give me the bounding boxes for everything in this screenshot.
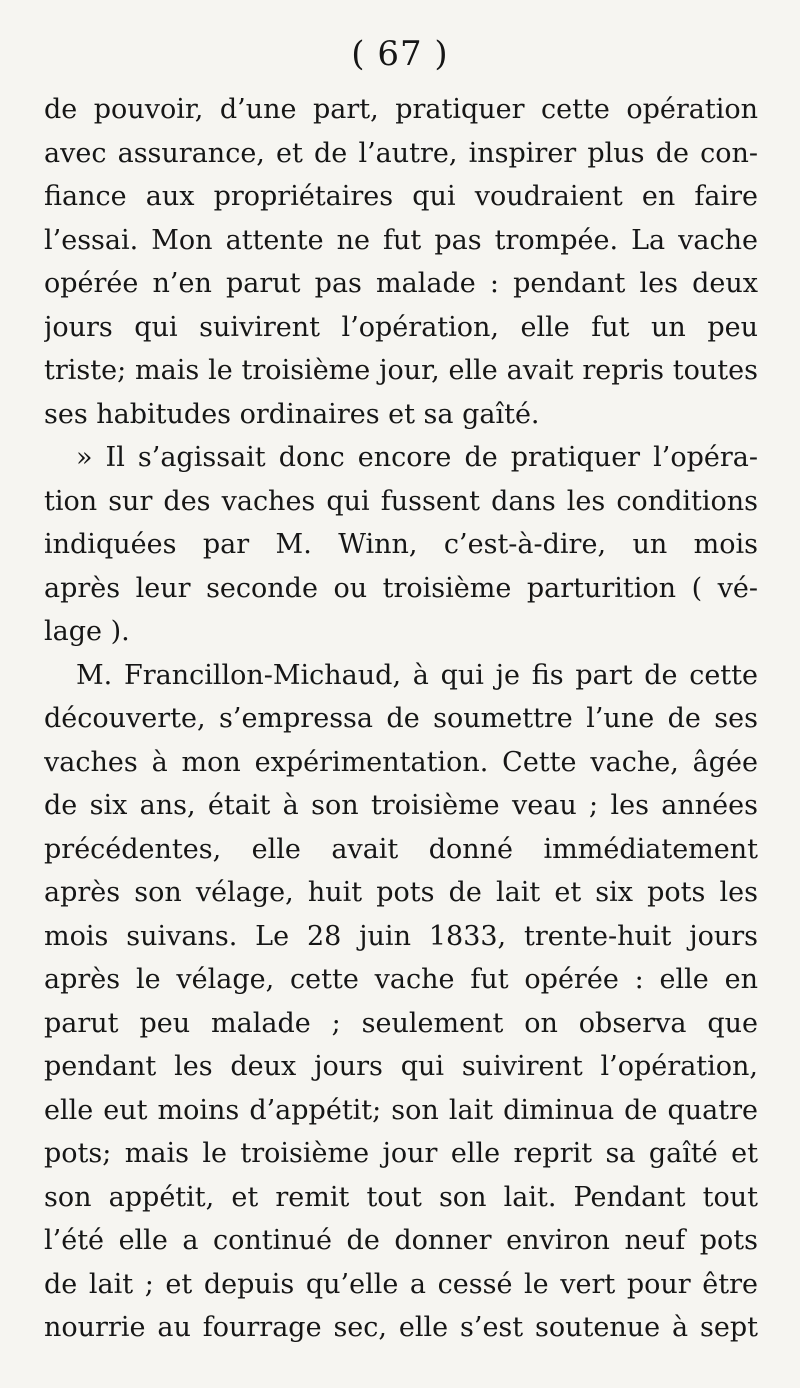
text-line: fiance aux propriétaires qui voudraient en faire — [44, 181, 758, 212]
text-line: pendant les deux jours qui suivirent l’opération, — [44, 1051, 758, 1082]
text-line: triste; mais le troisième jour, elle avait repris toutes — [44, 355, 758, 386]
text-line: tion sur des vaches qui fussent dans les conditions — [44, 485, 758, 517]
text-line: découverte, s’empressa de soumettre l’une de ses — [44, 703, 758, 734]
text-line: précédentes, elle avait donné immédiatement — [44, 833, 758, 865]
text-line: de pouvoir, d’une part, pratiquer cette opération — [44, 94, 758, 125]
page-number: ( 67 ) — [351, 34, 449, 74]
text-line: de six ans, était à son troisième veau ; les années — [44, 790, 758, 821]
text-line: après le vélage, cette vache fut opérée : elle en — [44, 964, 758, 995]
body-text — [44, 88, 758, 1350]
text-line: jours qui suivirent l’opération, elle fut un peu — [44, 311, 758, 343]
text-line: de lait ; et depuis qu’elle a cessé le vert pour être — [44, 1268, 758, 1300]
text-line: opérée n’en parut pas malade : pendant les deux — [44, 268, 758, 299]
text-line: parut peu malade ; seulement on observa que — [44, 1007, 758, 1039]
text-line: M. Francillon-Michaud, à qui je fis part de cette — [76, 659, 758, 691]
text-line: nourrie au fourrage sec, elle s’est soutenue à sept — [44, 1312, 758, 1343]
text-line: vaches à mon expérimentation. Cette vache, âgée — [44, 746, 758, 778]
text-line: après son vélage, huit pots de lait et six pots les — [44, 877, 758, 908]
text-line: après leur seconde ou troisième parturition ( vé- — [44, 572, 758, 604]
text-line: l’essai. Mon attente ne fut pas trompée. La vache — [44, 224, 758, 256]
text-line: indiquées par M. Winn, c’est-à-dire, un mois — [44, 529, 758, 560]
text-line: son appétit, et remit tout son lait. Pendant tout — [44, 1181, 758, 1213]
text-line: ses habitudes ordinaires et sa gaîté. — [44, 398, 540, 430]
text-line: elle eut moins d’appétit; son lait diminua de quatre — [44, 1094, 758, 1126]
text-line: » Il s’agissait donc encore de pratiquer l’opéra- — [76, 442, 758, 473]
text-line: lage ). — [44, 616, 130, 647]
text-line: avec assurance, et de l’autre, inspirer plus de con- — [44, 137, 758, 169]
text-line: mois suivans. Le 28 juin 1833, trente-huit jours — [44, 920, 758, 952]
text-line: l’été elle a continué de donner environ neuf pots — [44, 1225, 758, 1256]
text-line: pots; mais le troisième jour elle reprit sa gaîté et — [44, 1138, 758, 1169]
